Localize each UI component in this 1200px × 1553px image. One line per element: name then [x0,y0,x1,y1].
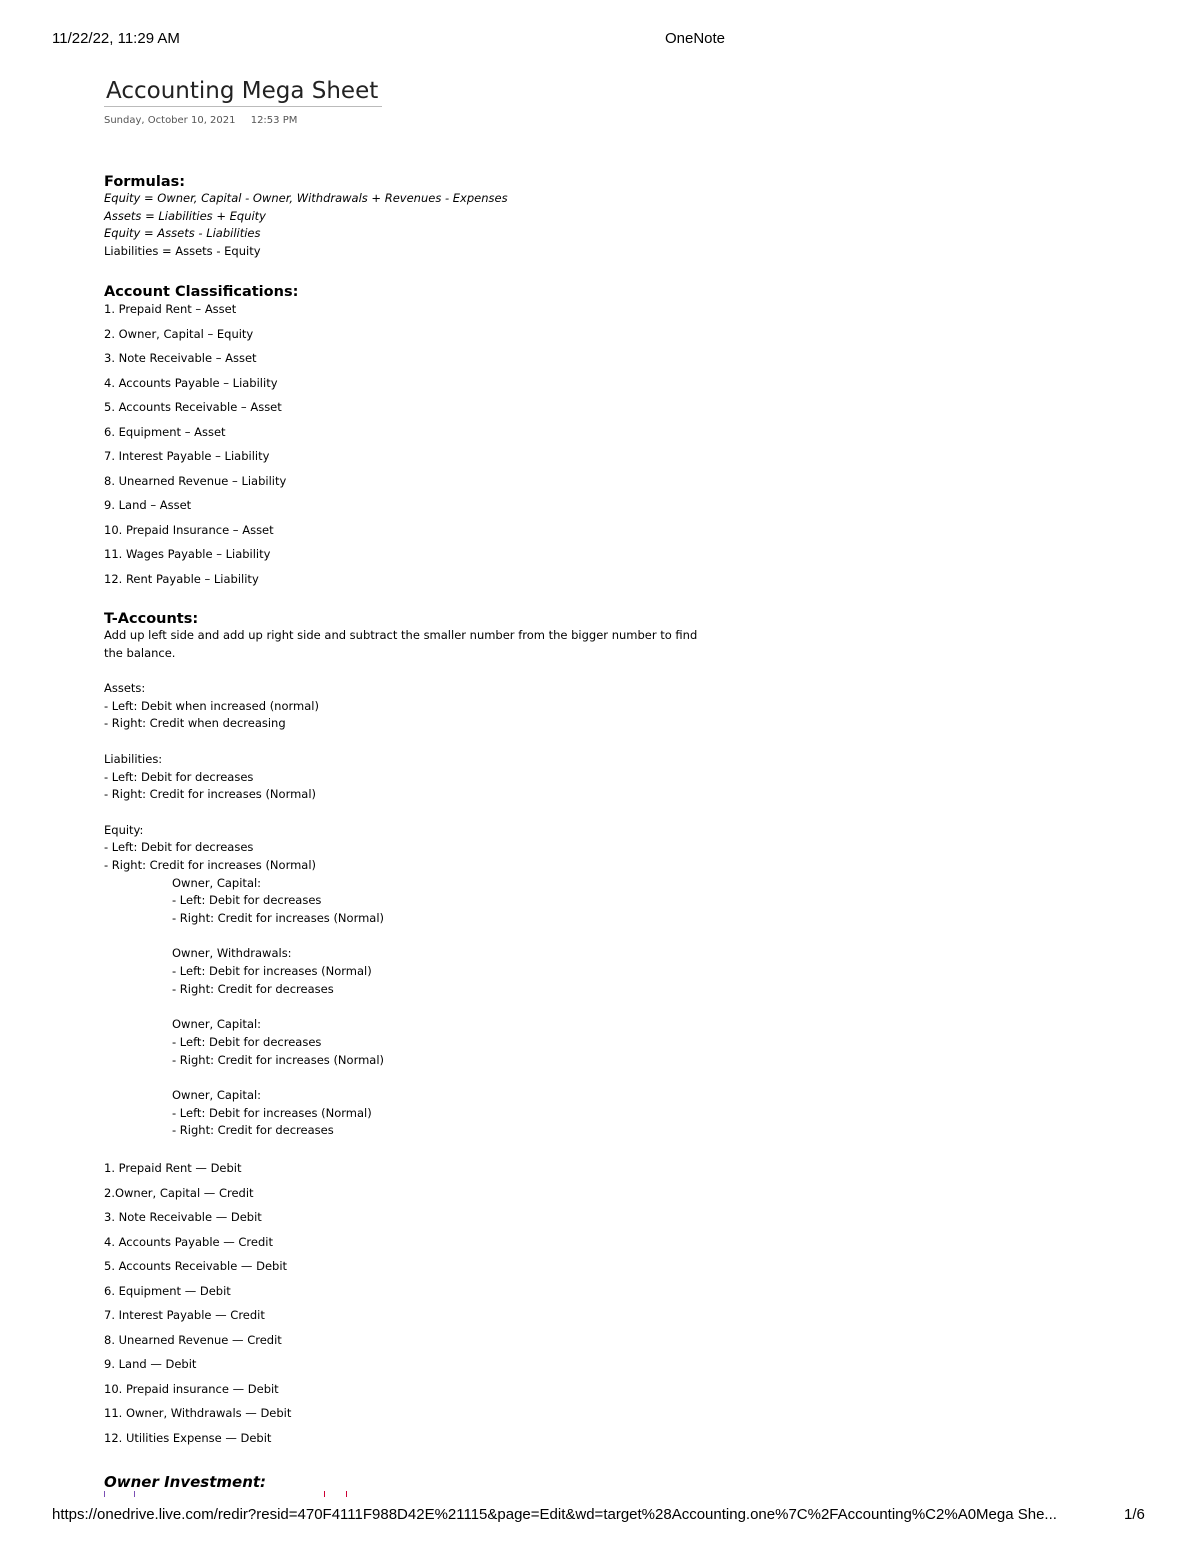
list-item: 10. Prepaid Insurance – Asset [104,522,274,537]
list-item: 4. Accounts Payable – Liability [104,375,278,390]
list-item: 11. Owner, Withdrawals — Debit [104,1406,292,1420]
sub-account-left: - Left: Debit for increases (Normal) [172,1105,372,1120]
formula-line: Liabilities = Assets - Equity [104,244,261,259]
list-item: 11. Wages Payable – Liability [104,547,271,561]
list-item: 1. Prepaid Rent — Debit [104,1161,242,1175]
formula-line: Assets = Liabilities + Equity [104,208,266,223]
page-time: 12:53 PM [250,115,298,126]
t-accounts-intro: the balance. [104,645,176,660]
list-item: 6. Equipment — Debit [104,1283,231,1298]
equity-sub-accounts [104,875,697,1140]
formula-line: Equity = Assets - Liabilities [104,226,261,241]
equity-left: - Left: Debit for decreases [104,840,254,855]
list-item: 8. Unearned Revenue — Credit [104,1332,282,1347]
print-page-number: 1/6 [1124,1506,1145,1523]
sub-account-label: Owner, Capital: [172,875,262,890]
sub-account-left: - Left: Debit for decreases [172,893,322,908]
list-item: 1. Prepaid Rent – Asset [104,302,237,316]
list-item: 12. Rent Payable – Liability [104,571,259,586]
list-item: 3. Note Receivable – Asset [104,351,257,365]
sub-account-left: - Left: Debit for decreases [172,1034,322,1049]
equity-label: Equity: [104,822,144,837]
list-item: 9. Land – Asset [104,498,192,512]
page-date: Sunday, October 10, 2021 [104,115,236,126]
list-item: 2.Owner, Capital — Credit [104,1185,254,1200]
list-item: 7. Interest Payable — Credit [104,1308,265,1322]
debit-credit-section [104,1159,291,1453]
liabilities-left: - Left: Debit for decreases [104,769,254,784]
list-item: 4. Accounts Payable — Credit [104,1234,273,1249]
owner-investment-heading: Owner Investment: [104,1473,267,1491]
sub-account-left: - Left: Debit for increases (Normal) [172,964,372,979]
sub-account-right: - Right: Credit for increases (Normal) [172,1052,385,1067]
sub-account-right: - Right: Credit for decreases [172,1123,334,1138]
equity-right: - Right: Credit for increases (Normal) [104,857,317,872]
list-item: 10. Prepaid insurance — Debit [104,1381,279,1396]
assets-label: Assets: [104,681,146,696]
cut-off-content [104,1491,347,1497]
assets-right: - Right: Credit when decreasing [104,716,286,731]
list-item: 8. Unearned Revenue – Liability [104,473,287,488]
classifications-section [104,284,298,594]
list-item: 12. Utilities Expense — Debit [104,1430,272,1445]
print-datetime: 11/22/22, 11:29 AM [52,30,180,47]
liabilities-label: Liabilities: [104,751,163,766]
t-accounts-heading: T-Accounts: [104,611,199,627]
assets-left: - Left: Debit when increased (normal) [104,698,319,713]
sub-account-label: Owner, Capital: [172,1017,262,1032]
list-item: 7. Interest Payable – Liability [104,449,270,463]
t-accounts-intro: Add up left side and add up right side and subtract the smaller number from the bigger number to find [104,628,698,642]
list-item: 2. Owner, Capital – Equity [104,326,254,341]
liabilities-right: - Right: Credit for increases (Normal) [104,787,317,802]
cut-off-text [149,1491,261,1497]
formulas-section [104,174,508,261]
print-app-name: OneNote [664,30,726,47]
sub-account-label: Owner, Capital: [172,1087,262,1102]
sub-account-right: - Right: Credit for decreases [172,981,334,996]
page-title: Accounting Mega Sheet [104,78,382,107]
page-timestamp [104,115,824,126]
cut-off-tag [324,1491,347,1497]
sub-account-label: Owner, Withdrawals: [172,946,292,961]
list-item: 9. Land — Debit [104,1357,197,1371]
t-accounts-section [104,611,697,1140]
cut-off-tag [104,1491,135,1497]
formula-line: Equity = Owner, Capital - Owner, Withdrawals + Revenues - Expenses [104,191,508,205]
owner-investment-section [104,1473,347,1497]
list-item: 3. Note Receivable — Debit [104,1210,262,1224]
list-item: 5. Accounts Receivable — Debit [104,1259,288,1273]
list-item: 6. Equipment – Asset [104,424,226,439]
formulas-heading: Formulas: [104,174,186,190]
note-page [104,78,824,1491]
sub-account-right: - Right: Credit for increases (Normal) [172,911,385,925]
list-item: 5. Accounts Receivable – Asset [104,400,282,414]
print-url: https://onedrive.live.com/redir?resid=470F4111F988D42E%21115&page=Edit&wd=target%28Accounting.one%7C%2FAccounting%C2%A0Mega She... [52,1506,1057,1523]
classifications-heading: Account Classifications: [104,284,299,300]
